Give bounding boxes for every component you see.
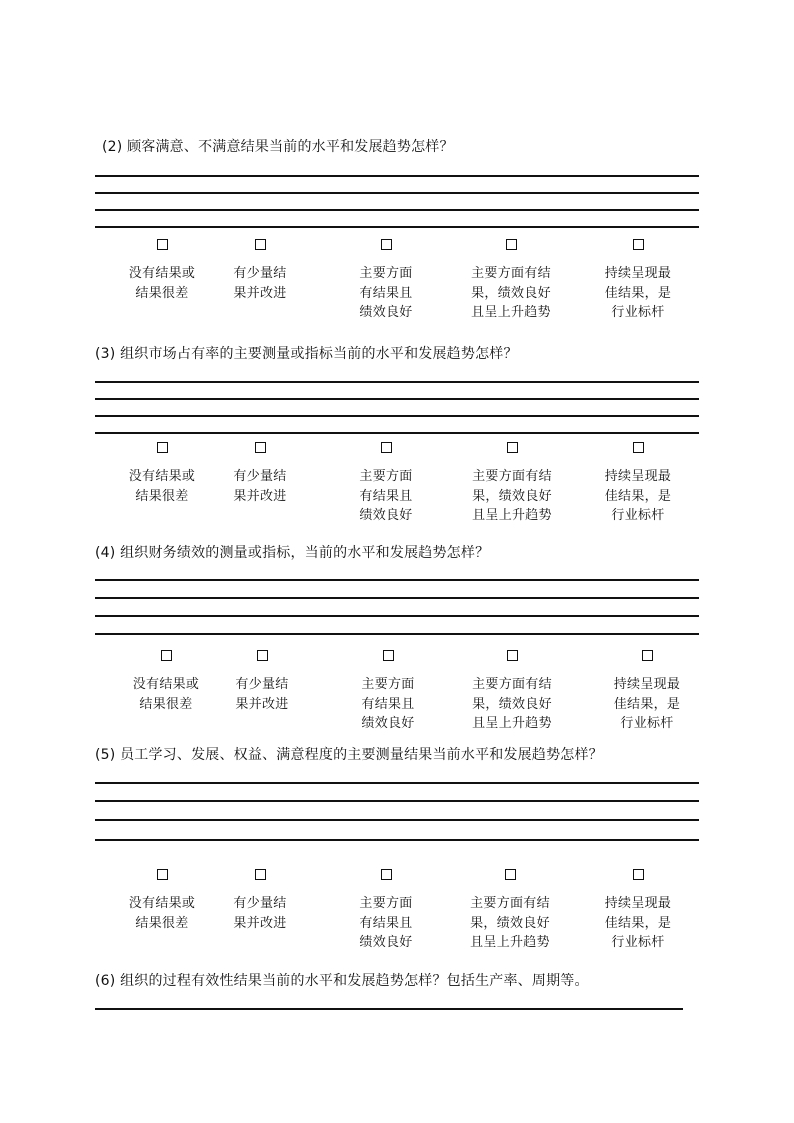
answer-line[interactable] bbox=[95, 415, 699, 417]
checkbox[interactable] bbox=[257, 650, 268, 661]
option-label: 主要方面有结 bbox=[471, 266, 551, 281]
option-label: 且呈上升趋势 bbox=[472, 508, 552, 523]
option-no-results[interactable] bbox=[107, 442, 217, 506]
question-2: (2) 顾客满意、不满意结果当前的水平和发展趋势怎样？ bbox=[102, 139, 454, 155]
option-label: 有少量结 bbox=[233, 266, 287, 281]
answer-line[interactable] bbox=[95, 782, 699, 784]
answer-line[interactable] bbox=[95, 633, 699, 635]
option-label: 果，绩效良好 bbox=[472, 696, 552, 712]
answer-line[interactable] bbox=[95, 819, 699, 821]
option-main-results-good[interactable] bbox=[331, 442, 441, 526]
option-label: 且呈上升趋势 bbox=[470, 935, 550, 950]
option-label: 果，绩效良好 bbox=[472, 488, 552, 504]
option-label: 持续呈现最 bbox=[604, 469, 672, 484]
checkbox[interactable] bbox=[157, 239, 168, 250]
option-industry-benchmark[interactable] bbox=[583, 869, 693, 953]
option-label: 主要方面有结 bbox=[470, 896, 550, 911]
checkbox[interactable] bbox=[255, 869, 266, 880]
option-label: 佳结果，是 bbox=[613, 696, 681, 712]
option-no-results[interactable] bbox=[107, 869, 217, 933]
answer-line[interactable] bbox=[95, 839, 699, 841]
checkbox[interactable] bbox=[383, 650, 394, 661]
checkbox[interactable] bbox=[381, 239, 392, 250]
option-industry-benchmark[interactable] bbox=[583, 239, 693, 323]
option-label: 结果很差 bbox=[135, 488, 189, 504]
answer-line[interactable] bbox=[95, 209, 699, 211]
checkbox[interactable] bbox=[157, 869, 168, 880]
option-label: 没有结果或 bbox=[128, 469, 196, 484]
option-industry-benchmark[interactable] bbox=[592, 650, 702, 734]
option-label: 果并改进 bbox=[233, 915, 287, 931]
option-label: 有少量结 bbox=[233, 469, 287, 484]
option-label: 没有结果或 bbox=[128, 266, 196, 281]
checkbox[interactable] bbox=[505, 869, 516, 880]
option-label: 行业标杆 bbox=[611, 305, 665, 320]
option-label: 持续呈现最 bbox=[604, 896, 672, 911]
option-industry-benchmark[interactable] bbox=[583, 442, 693, 526]
option-label: 结果很差 bbox=[135, 285, 189, 301]
answer-line[interactable] bbox=[95, 1008, 683, 1010]
option-label: 有少量结 bbox=[233, 896, 287, 911]
option-few-results[interactable] bbox=[205, 239, 315, 303]
question-5: (5) 员工学习、发展、权益、满意程度的主要测量结果当前水平和发展趋势怎样？ bbox=[95, 747, 603, 763]
option-label: 绩效良好 bbox=[359, 508, 413, 523]
option-label: 结果很差 bbox=[135, 915, 189, 931]
option-label: 主要方面有结 bbox=[472, 469, 552, 484]
checkbox[interactable] bbox=[381, 442, 392, 453]
option-main-results-good[interactable] bbox=[331, 239, 441, 323]
checkbox[interactable] bbox=[507, 650, 518, 661]
option-good-and-rising[interactable] bbox=[455, 869, 565, 953]
question-6: (6) 组织的过程有效性结果当前的水平和发展趋势怎样？包括生产率、周期等。 bbox=[95, 973, 589, 989]
option-no-results[interactable] bbox=[107, 239, 217, 303]
answer-line[interactable] bbox=[95, 398, 699, 400]
option-label: 果，绩效良好 bbox=[471, 285, 551, 301]
option-main-results-good[interactable] bbox=[333, 650, 443, 734]
option-few-results[interactable] bbox=[205, 442, 315, 506]
option-no-results[interactable] bbox=[111, 650, 221, 714]
option-label: 且呈上升趋势 bbox=[472, 716, 552, 731]
option-label: 主要方面 bbox=[361, 677, 415, 692]
option-label: 果并改进 bbox=[235, 696, 289, 712]
option-label: 绩效良好 bbox=[359, 935, 413, 950]
option-good-and-rising[interactable] bbox=[457, 650, 567, 734]
option-label: 果并改进 bbox=[233, 488, 287, 504]
option-label: 结果很差 bbox=[139, 696, 193, 712]
answer-line[interactable] bbox=[95, 800, 699, 802]
option-label: 果并改进 bbox=[233, 285, 287, 301]
option-label: 绩效良好 bbox=[361, 716, 415, 731]
option-main-results-good[interactable] bbox=[331, 869, 441, 953]
option-label: 行业标杆 bbox=[611, 935, 665, 950]
answer-line[interactable] bbox=[95, 597, 699, 599]
answer-line[interactable] bbox=[95, 226, 699, 228]
option-label: 果，绩效良好 bbox=[470, 915, 550, 931]
checkbox[interactable] bbox=[633, 442, 644, 453]
checkbox[interactable] bbox=[506, 239, 517, 250]
checkbox[interactable] bbox=[507, 442, 518, 453]
answer-line[interactable] bbox=[95, 381, 699, 383]
question-4: (4) 组织财务绩效的测量或指标，当前的水平和发展趋势怎样？ bbox=[95, 545, 490, 561]
option-good-and-rising[interactable] bbox=[457, 442, 567, 526]
option-label: 有结果且 bbox=[359, 488, 413, 504]
option-label: 有结果且 bbox=[359, 285, 413, 301]
option-label: 没有结果或 bbox=[132, 677, 200, 692]
checkbox[interactable] bbox=[255, 442, 266, 453]
option-label: 佳结果，是 bbox=[604, 488, 672, 504]
option-label: 主要方面 bbox=[359, 469, 413, 484]
checkbox[interactable] bbox=[633, 869, 644, 880]
option-label: 主要方面 bbox=[359, 266, 413, 281]
question-3: (3) 组织市场占有率的主要测量或指标当前的水平和发展趋势怎样？ bbox=[95, 346, 518, 362]
checkbox[interactable] bbox=[633, 239, 644, 250]
option-few-results[interactable] bbox=[207, 650, 317, 714]
option-label: 绩效良好 bbox=[359, 305, 413, 320]
answer-line[interactable] bbox=[95, 175, 699, 177]
answer-line[interactable] bbox=[95, 192, 699, 194]
option-label: 行业标杆 bbox=[611, 508, 665, 523]
option-label: 有结果且 bbox=[361, 696, 415, 712]
checkbox[interactable] bbox=[161, 650, 172, 661]
option-label: 且呈上升趋势 bbox=[471, 305, 551, 320]
option-label: 佳结果，是 bbox=[604, 285, 672, 301]
option-label: 主要方面有结 bbox=[472, 677, 552, 692]
option-label: 行业标杆 bbox=[620, 716, 674, 731]
option-label: 没有结果或 bbox=[128, 896, 196, 911]
answer-line[interactable] bbox=[95, 615, 699, 617]
checkbox[interactable] bbox=[381, 869, 392, 880]
option-label: 主要方面 bbox=[359, 896, 413, 911]
answer-line[interactable] bbox=[95, 579, 699, 581]
checkbox[interactable] bbox=[642, 650, 653, 661]
option-label: 有少量结 bbox=[235, 677, 289, 692]
option-label: 持续呈现最 bbox=[604, 266, 672, 281]
option-few-results[interactable] bbox=[205, 869, 315, 933]
answer-line[interactable] bbox=[95, 432, 699, 434]
checkbox[interactable] bbox=[157, 442, 168, 453]
option-label: 有结果且 bbox=[359, 915, 413, 931]
checkbox[interactable] bbox=[255, 239, 266, 250]
option-label: 持续呈现最 bbox=[613, 677, 681, 692]
option-label: 佳结果，是 bbox=[604, 915, 672, 931]
option-good-and-rising[interactable] bbox=[456, 239, 566, 323]
